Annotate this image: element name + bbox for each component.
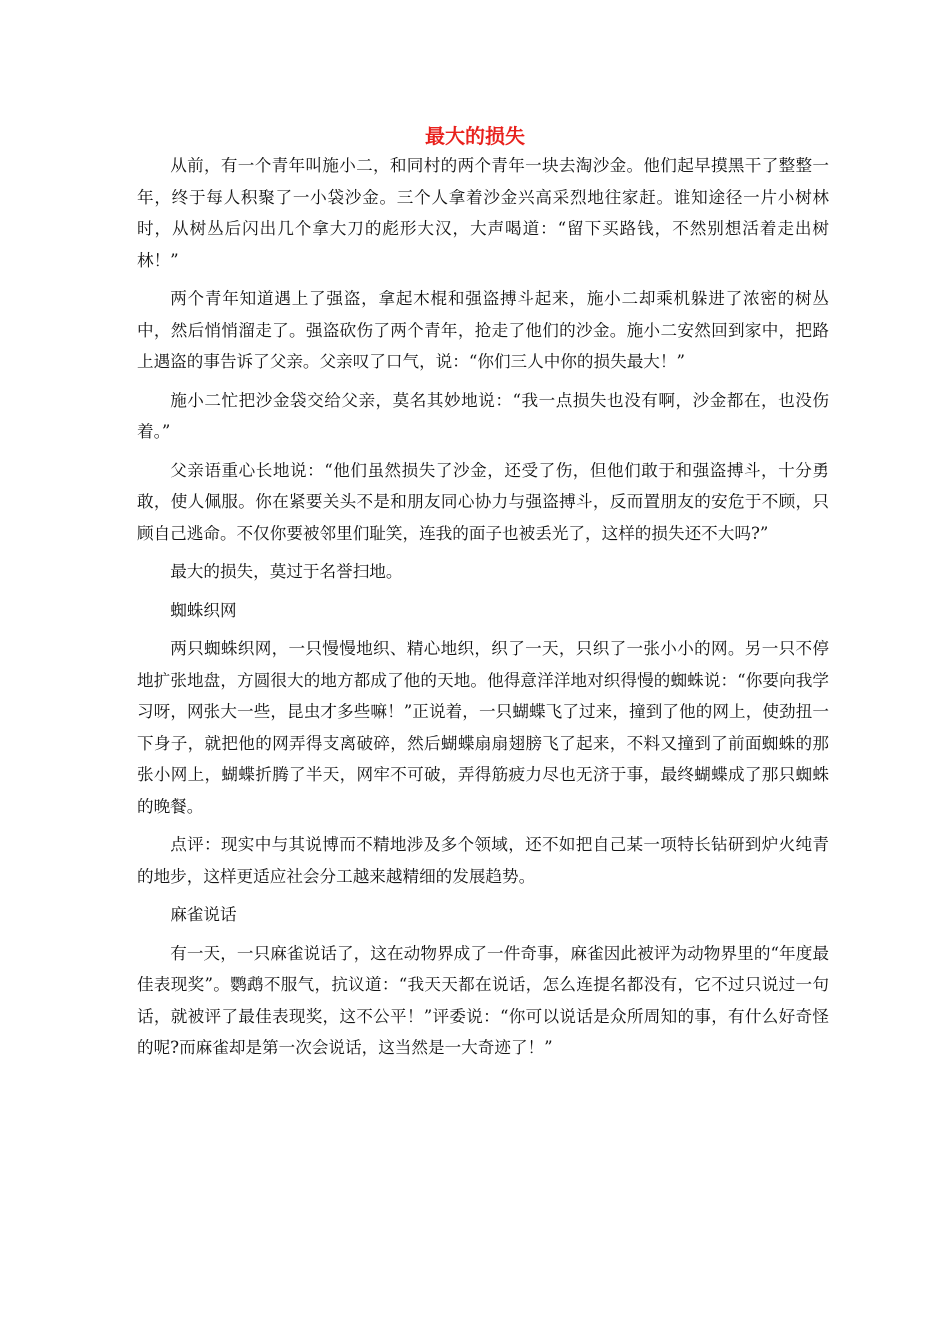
section-heading: 麻雀说话 [170,905,237,924]
paragraph: 最大的损失，莫过于名誉扫地。 [170,562,403,581]
paragraph: 两只蜘蛛织网，一只慢慢地织、精心地织，织了一天，只织了一张小小的网。另一只不停地扩张地盘，方圆很大的地方都成了他的天地。他得意洋洋地对织得慢的蜘蛛说：“你要向我学习呀，网张大一些，昆虫才多些嘛！”正说着，一只蝴蝶飞了过来，撞到了他的网上，使劲扭一下身子，就把他的网弄得支离破碎，然后蝴蝶扇扇翅膀飞了起来，不料又撞到了前面蜘蛛的那张小网上，蝴蝶折腾了半天，网牢不可破，弄得筋疲力尽也无济于事，最终蝴蝶成了那只蜘蛛的晚餐。 [137,639,829,816]
document-body [137,150,829,1071]
paragraph: 两个青年知道遇上了强盗，拿起木棍和强盗搏斗起来，施小二却乘机躲进了浓密的树丛中，然后悄悄溜走了。强盗砍伤了两个青年，抢走了他们的沙金。施小二安然回到家中，把路上遇盗的事告诉了父亲。父亲叹了口气，说：“你们三人中你的损失最大！” [137,289,829,371]
section-heading: 蜘蛛织网 [170,600,237,620]
paragraph: 从前，有一个青年叫施小二，和同村的两个青年一块去淘沙金。他们起早摸黑干了整整一年，终于每人积聚了一小袋沙金。三个人拿着沙金兴高采烈地往家赶。谁知途径一片小树林时，从树丛后闪出几个拿大刀的彪形大汉，大声喝道：“留下买路钱，不然别想活着走出树林！” [137,156,829,270]
paragraph: 施小二忙把沙金袋交给父亲，莫名其妙地说：“我一点损失也没有啊，沙金都在，也没伤着。” [137,390,829,441]
paragraph: 点评：现实中与其说博而不精地涉及多个领域，还不如把自己某一项特长钻研到炉火纯青的地步，这样更适应社会分工越来越精细的发展趋势。 [137,835,829,886]
document-title: 最大的损失 [425,124,525,148]
paragraph: 父亲语重心长地说：“他们虽然损失了沙金，还受了伤，但他们敢于和强盗搏斗，十分勇敢，使人佩服。你在紧要关头不是和朋友同心协力与强盗搏斗，反而置朋友的安危于不顾，只顾自己逃命。不仅你要被邻里们耻笑，连我的面子也被丢光了，这样的损失还不大吗?” [137,460,829,543]
paragraph: 有一天，一只麻雀说话了，这在动物界成了一件奇事，麻雀因此被评为动物界里的“年度最佳表现奖”。鹦鹉不服气，抗议道：“我天天都在说话，怎么连提名都没有，它不过只说过一句话，就被评了最佳表现奖，这不公平！”评委说：“你可以说话是众所周知的事，有什么好奇怪的呢?而麻雀却是第一次会说话，这当然是一大奇迹了！” [137,943,829,1057]
